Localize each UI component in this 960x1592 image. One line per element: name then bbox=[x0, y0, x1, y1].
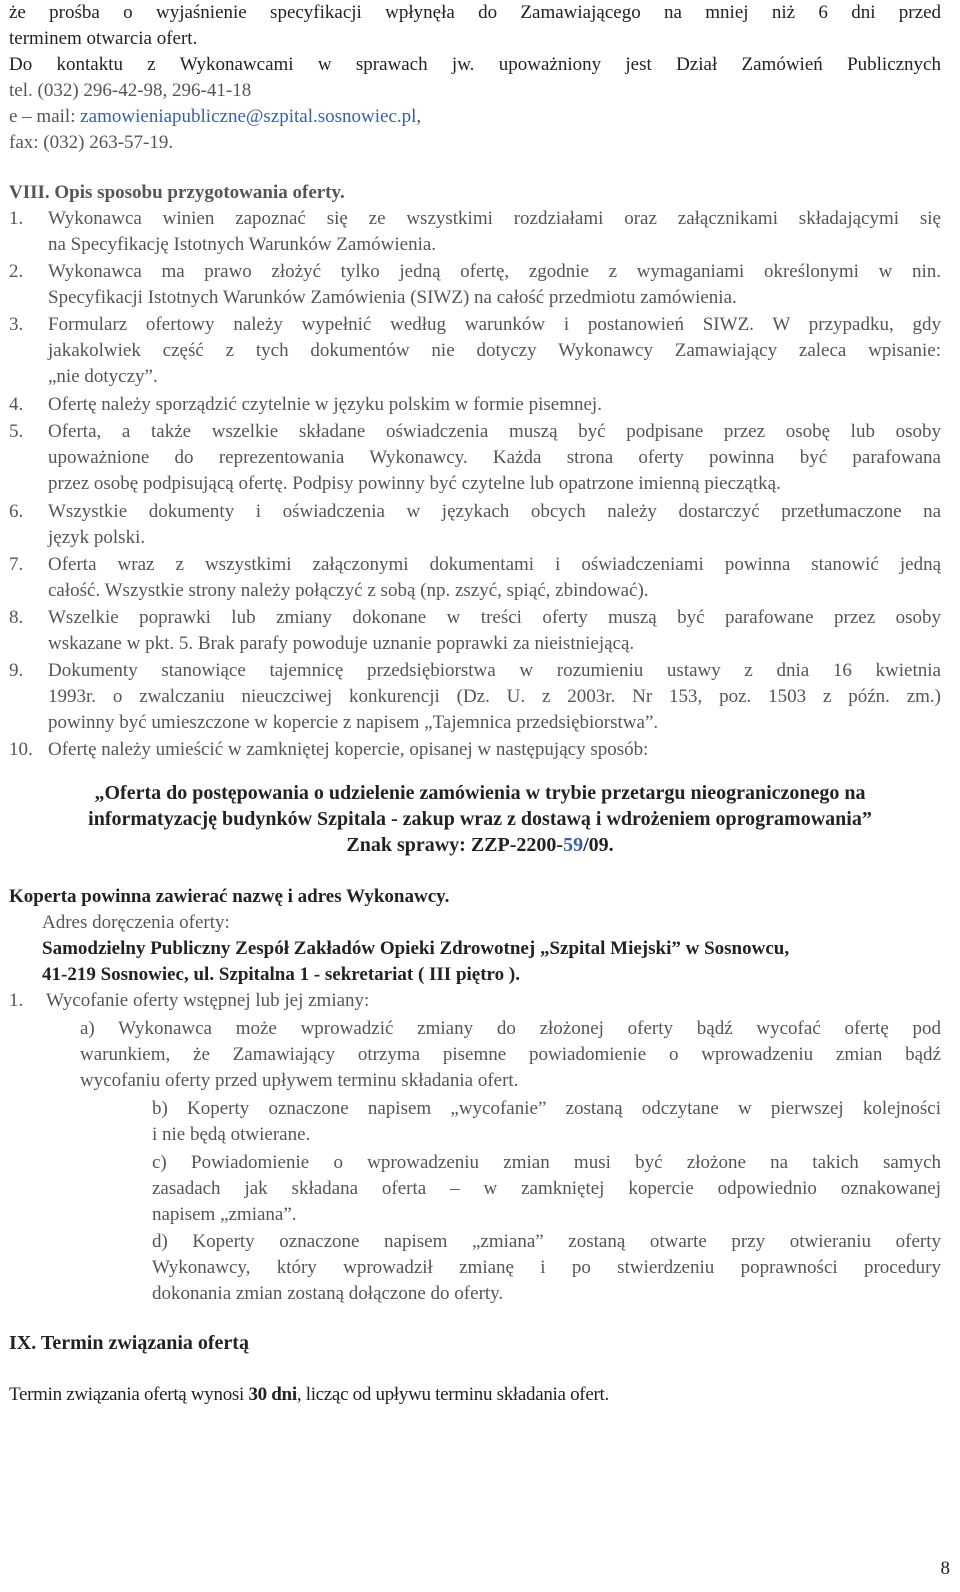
case-prefix: Znak sprawy: ZZP-2200- bbox=[346, 834, 564, 856]
list-item-text: powinny być umieszczone w kopercie z napisem „Tajemnica przedsiębiorstwa”. bbox=[48, 712, 659, 733]
list-number: 1. bbox=[9, 990, 24, 1011]
case-suffix: /09. bbox=[583, 834, 614, 856]
case-number-value: 59 bbox=[563, 834, 584, 856]
withdrawal-c: c) Powiadomienie o wprowadzeniu zmian musi być złożone na takich samych bbox=[152, 1152, 941, 1173]
withdrawal-d: d) Koperty oznaczone napisem „zmiana” zostaną otwarte przy otwieraniu oferty bbox=[152, 1231, 941, 1252]
list-item-text: Dokumenty stanowiące tajemnicę przedsiębiorstwa w rozumieniu ustawy z dnia 16 kwietnia bbox=[48, 660, 941, 681]
withdrawal-b: i nie będą otwierane. bbox=[152, 1124, 311, 1145]
intro-phone: tel. (032) 296-42-98, 296-41-18 bbox=[9, 80, 252, 101]
withdrawal-c: zasadach jak składana oferta – w zamkniętej kopercie odpowiednio oznakowanej bbox=[152, 1178, 941, 1199]
withdrawal-b: b) Koperty oznaczone napisem „wycofanie” zostaną odczytane w pierwszej kolejności bbox=[152, 1098, 941, 1119]
address-line-2: 41-219 Sosnowiec, ul. Szpitalna 1 - sekretariat ( III piętro ). bbox=[42, 964, 520, 985]
binding-text-prefix: Termin związania ofertą wynosi bbox=[9, 1384, 249, 1405]
list-item-text: wskazane w pkt. 5. Brak parafy powoduje uznanie poprawki za nieistniejącą. bbox=[48, 633, 635, 654]
list-number: 3. bbox=[9, 314, 24, 335]
list-number: 9. bbox=[9, 660, 24, 681]
envelope-line-2: informatyzację budynków Szpitala - zakup wraz z dostawą i wdrożeniem oprogramowania” bbox=[88, 808, 872, 830]
withdrawal-a: warunkiem, że Zamawiający otrzyma pisemne powiadomienie o wprowadzeniu zmian bądź bbox=[80, 1044, 941, 1065]
intro-fax: fax: (032) 263-57-19. bbox=[9, 132, 174, 153]
list-number: 5. bbox=[9, 421, 24, 442]
section-8-heading: VIII. Opis sposobu przygotowania oferty. bbox=[9, 182, 345, 203]
list-number: 6. bbox=[9, 501, 24, 522]
list-number: 2. bbox=[9, 261, 24, 282]
list-item-text: Ofertę należy sporządzić czytelnie w języku polskim w formie pisemnej. bbox=[48, 394, 602, 415]
withdrawal-a: wycofaniu oferty przed upływem terminu składania ofert. bbox=[80, 1070, 519, 1091]
withdrawal-d: dokonania zmian zostaną dołączone do oferty. bbox=[152, 1283, 504, 1304]
address-label: Adres doręczenia oferty: bbox=[42, 912, 230, 933]
list-item-text: całość. Wszystkie strony należy połączyć z sobą (np. zszyć, spiąć, zbindować). bbox=[48, 580, 649, 601]
envelope-contents-heading: Koperta powinna zawierać nazwę i adres Wykonawcy. bbox=[9, 886, 450, 907]
list-item-text: Ofertę należy umieścić w zamkniętej kopercie, opisanej w następujący sposób: bbox=[48, 739, 649, 760]
list-item-text: upoważnione do reprezentowania Wykonawcy. Każda strona oferty powinna być parafowana bbox=[48, 447, 941, 468]
list-number: 8. bbox=[9, 607, 24, 628]
intro-line-1: że prośba o wyjaśnienie specyfikacji wpłynęła do Zamawiającego na mniej niż 6 dni przed bbox=[9, 2, 941, 23]
list-item-text: „nie dotyczy”. bbox=[48, 366, 158, 387]
list-item-text: Wszelkie poprawki lub zmiany dokonane w treści oferty muszą być parafowane przez osoby bbox=[48, 607, 941, 628]
intro-email-line bbox=[9, 104, 421, 130]
list-item-text: Wykonawca winien zapoznać się ze wszystkimi rozdziałami oraz załącznikami składającymi się bbox=[48, 208, 941, 229]
list-item-text: jakakolwiek część z tych dokumentów nie dotyczy Wykonawcy Zamawiający zaleca wpisanie: bbox=[48, 340, 941, 361]
list-item-text: na Specyfikację Istotnych Warunków Zamówienia. bbox=[48, 234, 437, 255]
section-9-heading: IX. Termin związania ofertą bbox=[9, 1332, 249, 1354]
withdrawal-d: Wykonawcy, który wprowadził zmianę i po stwierdzeniu poprawności procedury bbox=[152, 1257, 941, 1278]
intro-line-2: terminem otwarcia ofert. bbox=[9, 28, 198, 49]
list-number: 4. bbox=[9, 394, 24, 415]
list-number: 10. bbox=[9, 739, 33, 760]
list-number: 1. bbox=[9, 208, 24, 229]
withdrawal-c: napisem „zmiana”. bbox=[152, 1204, 297, 1225]
page-number: 8 bbox=[940, 1558, 950, 1579]
email-suffix: , bbox=[416, 106, 422, 127]
list-item-text: Wszystkie dokumenty i oświadczenia w językach obcych należy dostarczyć przetłumaczone na bbox=[48, 501, 941, 522]
list-item-text: Oferta wraz z wszystkimi załączonymi dokumentami i oświadczeniami powinna stanowić jedną bbox=[48, 554, 941, 575]
list-item-text: język polski. bbox=[48, 527, 146, 548]
address-line-1: Samodzielny Publiczny Zespół Zakładów Opieki Zdrowotnej „Szpital Miejski” w Sosnowcu, bbox=[42, 938, 790, 959]
list-item-text: przez osobę podpisującą ofertę. Podpisy powinny być czytelne lub opatrzone imienną pieczątką. bbox=[48, 473, 781, 494]
email-label: e – mail: bbox=[9, 106, 81, 127]
binding-period: 30 dni bbox=[248, 1384, 297, 1405]
withdrawal-title: Wycofanie oferty wstępnej lub jej zmiany: bbox=[46, 990, 370, 1011]
list-item-text: Specyfikacji Istotnych Warunków Zamówienia (SIWZ) na całość przedmiotu zamówienia. bbox=[48, 287, 737, 308]
withdrawal-a: a) Wykonawca może wprowadzić zmiany do złożonej oferty bądź wycofać ofertę pod bbox=[80, 1018, 941, 1039]
case-number bbox=[0, 832, 960, 858]
intro-line-3: Do kontaktu z Wykonawcami w sprawach jw. upoważniony jest Dział Zamówień Publicznych bbox=[9, 54, 941, 75]
envelope-line-1: „Oferta do postępowania o udzielenie zamówienia w trybie przetargu nieograniczonego na bbox=[94, 782, 866, 804]
section-9-text bbox=[9, 1382, 609, 1408]
list-item-text: Oferta, a także wszelkie składane oświadczenia muszą być podpisane przez osobę lub osoby bbox=[48, 421, 941, 442]
list-item-text: Wykonawca ma prawo złożyć tylko jedną ofertę, zgodnie z wymaganiami określonymi w nin. bbox=[48, 261, 941, 282]
list-number: 7. bbox=[9, 554, 24, 575]
list-item-text: 1993r. o zwalczaniu nieuczciwej konkurencji (Dz. U. z 2003r. Nr 153, poz. 1503 z późn. zm.) bbox=[48, 686, 941, 707]
list-item-text: Formularz ofertowy należy wypełnić według warunków i postanowień SIWZ. W przypadku, gdy bbox=[48, 314, 941, 335]
email-link[interactable]: zamowieniapubliczne@szpital.sosnowiec.pl bbox=[80, 106, 417, 127]
binding-text-suffix: , licząc od upływu terminu składania ofert. bbox=[296, 1384, 609, 1405]
